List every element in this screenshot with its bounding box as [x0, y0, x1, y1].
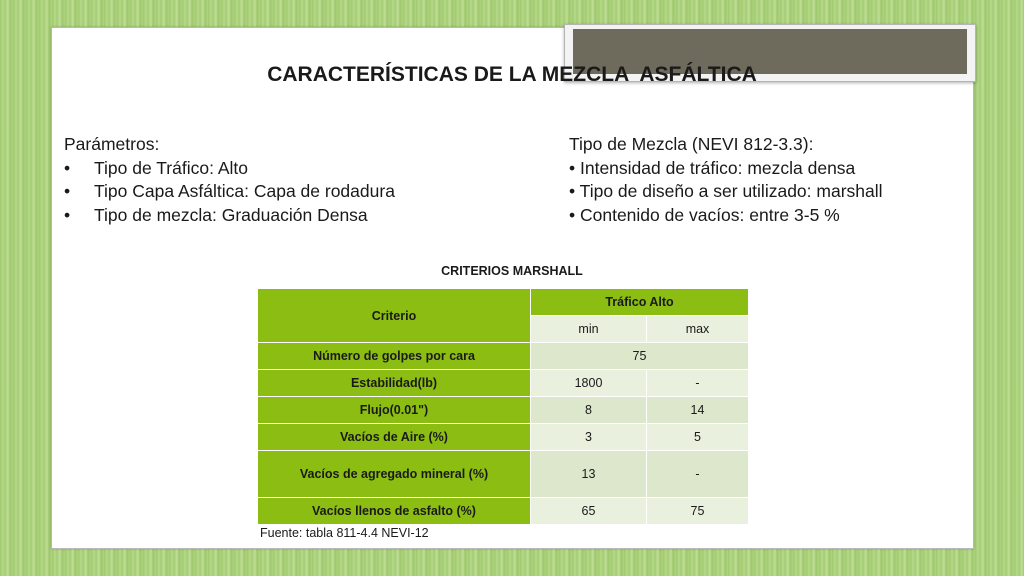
parameter-item	[64, 157, 395, 181]
source-note: Fuente: tabla 811-4.4 NEVI-12	[260, 526, 429, 540]
row-max: -	[647, 451, 749, 498]
header-min: min	[531, 316, 647, 343]
row-label: Número de golpes por cara	[258, 343, 531, 370]
mix-type-item: • Contenido de vacíos: entre 3-5 %	[569, 204, 840, 225]
row-label: Flujo(0.01")	[258, 397, 531, 424]
row-max: 5	[647, 424, 749, 451]
row-max: 14	[647, 397, 749, 424]
mix-type-item: • Tipo de diseño a ser utilizado: marshall	[569, 181, 883, 201]
table-row	[258, 424, 749, 451]
row-min: 8	[531, 397, 647, 424]
marshall-criteria-table	[257, 288, 749, 525]
bullet: •	[64, 204, 71, 225]
table-caption: CRITERIOS MARSHALL	[441, 264, 583, 278]
mix-type-block	[569, 133, 883, 227]
row-min: 1800	[531, 370, 647, 397]
bullet: •	[64, 181, 71, 201]
table-row	[258, 397, 749, 424]
parameters-block	[64, 133, 395, 227]
slide-title: CARACTERÍSTICAS DE LA MEZCLA ASFÁLTICA	[267, 63, 757, 86]
row-max: 75	[647, 498, 749, 525]
row-label: Vacíos llenos de asfalto (%)	[258, 498, 531, 525]
row-value-merged: 75	[531, 343, 749, 370]
row-max: -	[647, 370, 749, 397]
table-row	[258, 343, 749, 370]
header-traffic: Tráfico Alto	[531, 289, 749, 316]
parameter-item	[64, 180, 395, 204]
row-label: Estabilidad(lb)	[258, 370, 531, 397]
header-criterion: Criterio	[258, 289, 531, 343]
table-row	[258, 370, 749, 397]
parameter-item-text: Tipo de Tráfico: Alto	[94, 157, 249, 178]
mix-type-item: • Intensidad de tráfico: mezcla densa	[569, 157, 856, 178]
table-row	[258, 451, 749, 498]
row-min: 3	[531, 424, 647, 451]
parameters-heading: Parámetros:	[64, 134, 160, 154]
parameter-item-text: Tipo Capa Asfáltica: Capa de rodadura	[94, 181, 395, 201]
mix-type-heading: Tipo de Mezcla (NEVI 812-3.3):	[569, 134, 814, 154]
row-label: Vacíos de Aire (%)	[258, 424, 531, 451]
table-row	[258, 498, 749, 525]
row-min: 13	[531, 451, 647, 498]
header-max: max	[647, 316, 749, 343]
bullet: •	[64, 157, 71, 178]
row-min: 65	[531, 498, 647, 525]
row-label: Vacíos de agregado mineral (%)	[258, 451, 531, 498]
parameter-item	[64, 204, 395, 228]
parameter-item-text: Tipo de mezcla: Graduación Densa	[94, 204, 368, 225]
